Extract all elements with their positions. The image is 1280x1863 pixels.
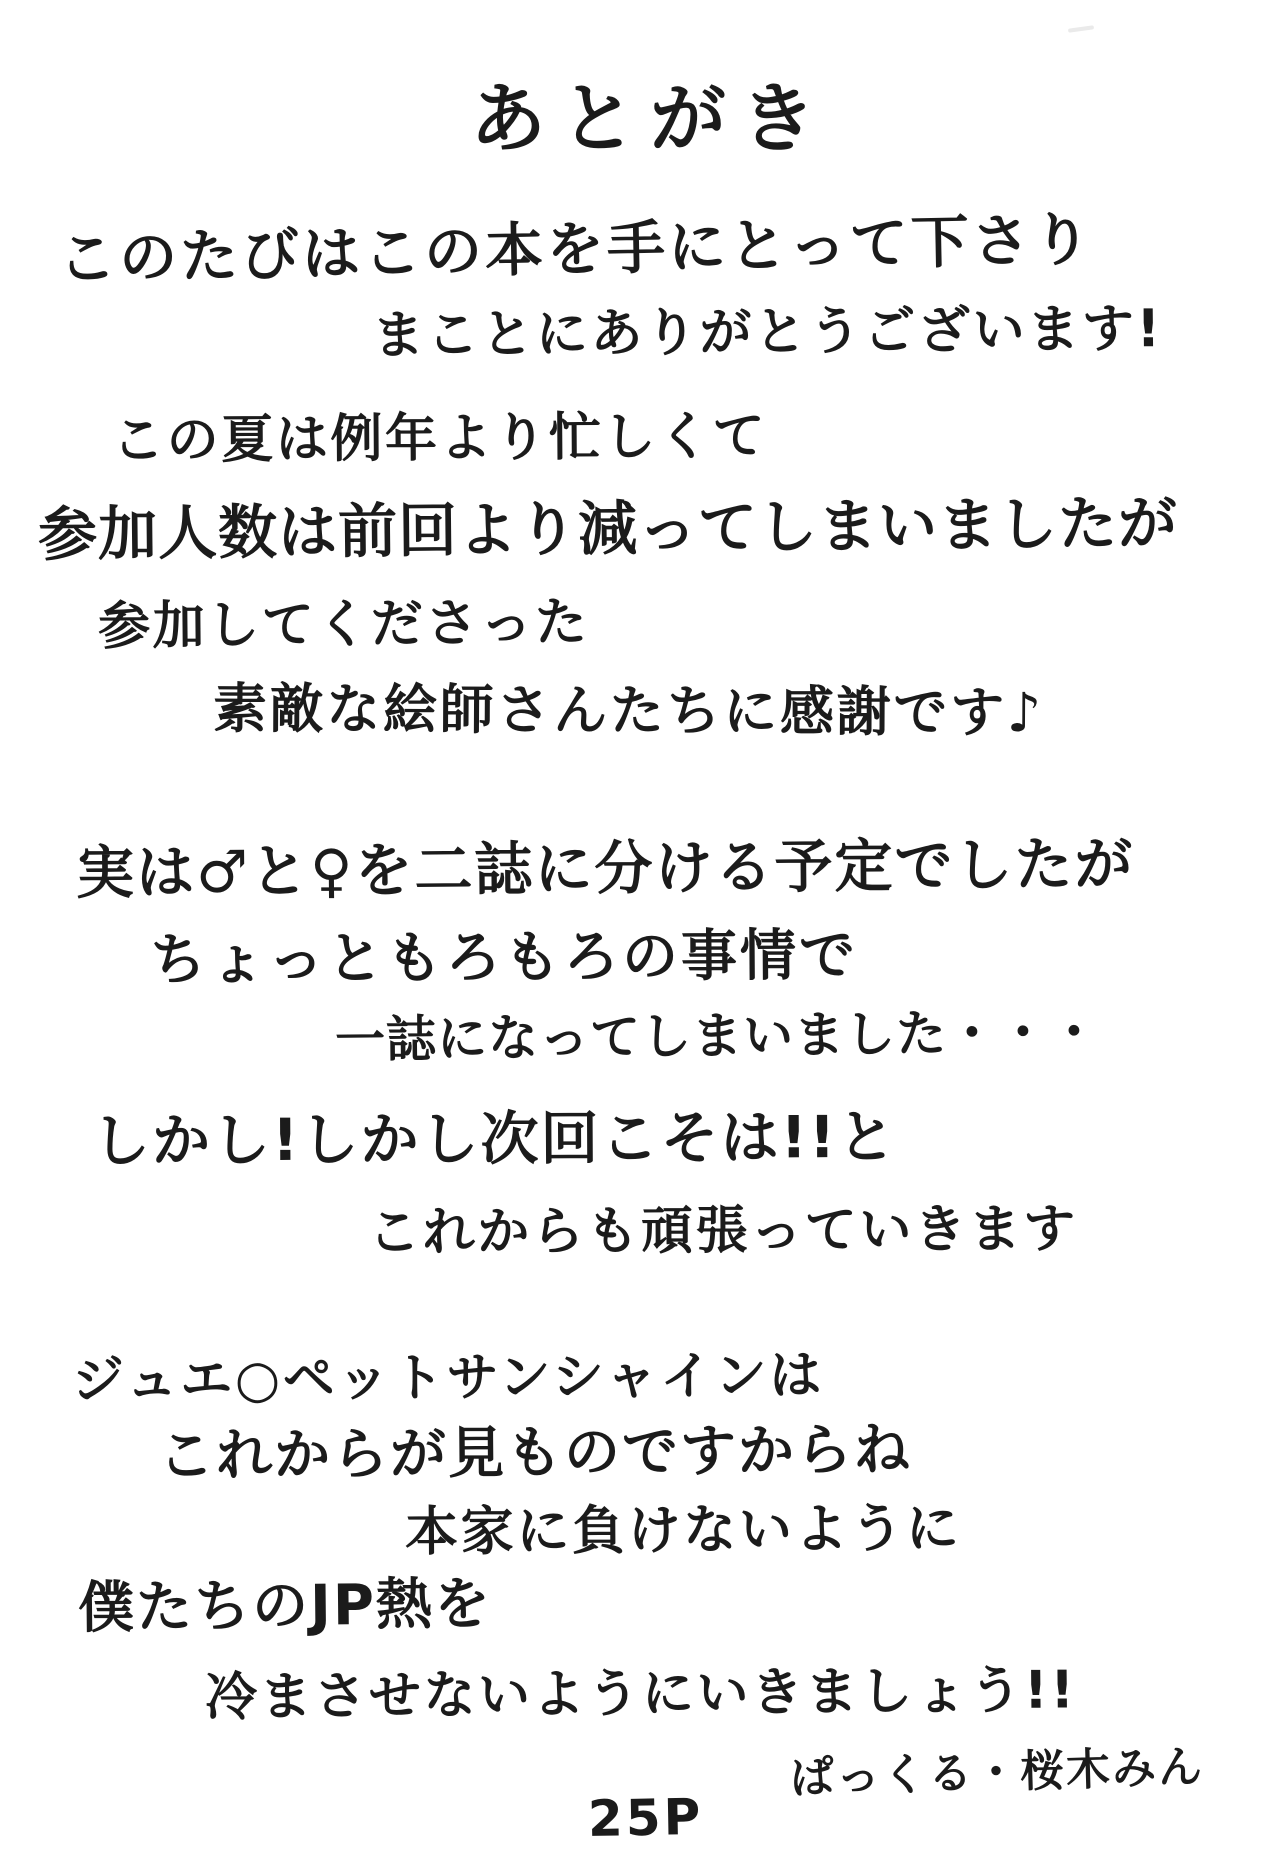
body-line: この夏は例年より忙しくて — [111, 406, 768, 471]
scan-artifact — [1068, 25, 1094, 33]
body-line: 実は♂と♀を二誌に分ける予定でしたが — [75, 829, 1135, 907]
body-line: ジュエ○ペットサンシャインは — [71, 1345, 825, 1411]
body-line: これからも頑張っていきます — [367, 1199, 1078, 1263]
body-line: 僕たちのJP熱を — [77, 1571, 493, 1641]
body-line: 参加してくださった — [97, 592, 590, 657]
page-number: 25P — [587, 1787, 704, 1848]
body-line: ちょっともろもろの事情で — [149, 923, 859, 993]
body-line: 冷まさせないようにいきましょう!! — [204, 1660, 1077, 1728]
body-line: まことにありがとうございます! — [371, 299, 1163, 366]
body-line: これからが見ものですからね — [157, 1417, 913, 1489]
page-title: あとがき — [470, 74, 830, 163]
body-line: 本家に負けないように — [404, 1498, 962, 1563]
author-signature: ぱっくる・桜木みん — [789, 1741, 1205, 1804]
body-line: このたびはこの本を手にとって下さり — [57, 205, 1095, 293]
body-line: 一誌になってしまいました・・・ — [334, 1002, 1101, 1069]
body-line: 参加人数は前回より減ってしまいましたが — [37, 488, 1179, 569]
body-line: しかし!しかし次回こそは!!と — [91, 1102, 898, 1175]
body-line: 素敵な絵師さんたちに感謝です♪ — [212, 677, 1045, 745]
